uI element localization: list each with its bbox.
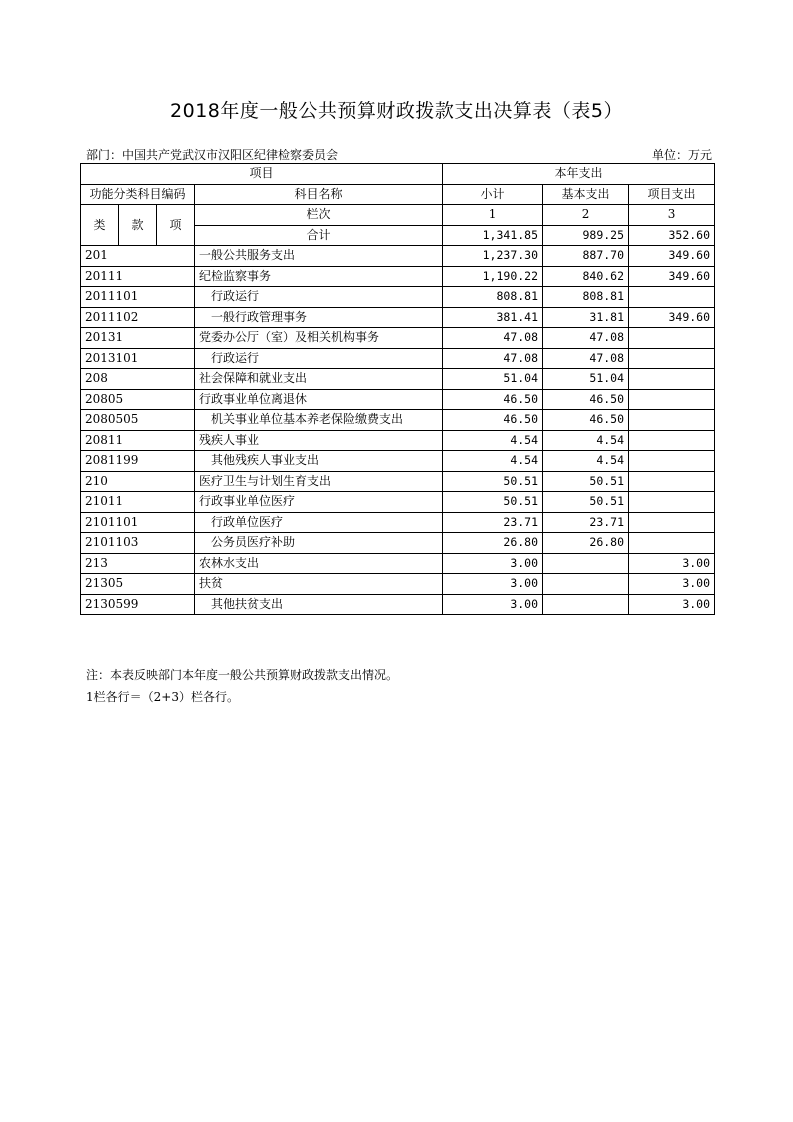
row-code: 213 (81, 553, 195, 574)
row-basic: 47.08 (543, 348, 629, 369)
row-code: 20111 (81, 266, 195, 287)
row-subtotal: 4.54 (443, 451, 543, 472)
row-project (629, 512, 715, 533)
table-row (81, 328, 715, 349)
header-subtotal: 小计 (443, 184, 543, 205)
row-subject-name: 社会保障和就业支出 (195, 369, 443, 390)
row-project: 349.60 (629, 307, 715, 328)
note-line: 注：本表反映部门本年度一般公共预算财政拨款支出情况。 (86, 668, 399, 682)
table-row (81, 471, 715, 492)
table-row (81, 492, 715, 513)
row-project: 349.60 (629, 266, 715, 287)
row-basic: 23.71 (543, 512, 629, 533)
row-code: 208 (81, 369, 195, 390)
header-func-code: 功能分类科目编码 (81, 184, 195, 205)
row-basic: 26.80 (543, 533, 629, 554)
column-index-1: 1 (443, 205, 543, 226)
row-code: 2011101 (81, 287, 195, 308)
table-row (81, 533, 715, 554)
header-project-exp: 项目支出 (629, 184, 715, 205)
row-subject-name: 残疾人事业 (195, 430, 443, 451)
row-subtotal: 1,190.22 (443, 266, 543, 287)
table-row (81, 512, 715, 533)
row-project: 3.00 (629, 574, 715, 595)
row-code: 2013101 (81, 348, 195, 369)
row-subtotal: 4.54 (443, 430, 543, 451)
total-project: 352.60 (629, 225, 715, 246)
total-label: 合计 (195, 225, 443, 246)
row-basic: 51.04 (543, 369, 629, 390)
table-row (81, 594, 715, 615)
total-subtotal: 1,341.85 (443, 225, 543, 246)
row-basic: 46.50 (543, 389, 629, 410)
row-code: 2011102 (81, 307, 195, 328)
header-current-year: 本年支出 (443, 164, 715, 185)
note-line: 1栏各行＝（2+3）栏各行。 (86, 690, 239, 704)
column-index-2: 2 (543, 205, 629, 226)
row-basic: 808.81 (543, 287, 629, 308)
total-basic: 989.25 (543, 225, 629, 246)
table-row (81, 369, 715, 390)
header-row-1 (81, 164, 715, 185)
row-subject-name: 医疗卫生与计划生育支出 (195, 471, 443, 492)
row-project (629, 471, 715, 492)
table-row (81, 266, 715, 287)
row-code: 20811 (81, 430, 195, 451)
row-subtotal: 46.50 (443, 410, 543, 431)
row-code: 210 (81, 471, 195, 492)
column-index-label: 栏次 (195, 205, 443, 226)
expenditure-table (80, 163, 715, 615)
table-row (81, 348, 715, 369)
row-basic: 887.70 (543, 246, 629, 267)
row-subject-name: 行政单位医疗 (195, 512, 443, 533)
header-basic: 基本支出 (543, 184, 629, 205)
row-subject-name: 党委办公厅（室）及相关机构事务 (195, 328, 443, 349)
row-subtotal: 3.00 (443, 574, 543, 595)
row-basic: 840.62 (543, 266, 629, 287)
row-subject-name: 一般公共服务支出 (195, 246, 443, 267)
row-basic: 4.54 (543, 451, 629, 472)
row-subtotal: 23.71 (443, 512, 543, 533)
table-row (81, 410, 715, 431)
row-code: 2101101 (81, 512, 195, 533)
row-subject-name: 其他残疾人事业支出 (195, 451, 443, 472)
row-subject-name: 农林水支出 (195, 553, 443, 574)
row-subject-name: 公务员医疗补助 (195, 533, 443, 554)
row-code: 2130599 (81, 594, 195, 615)
row-subject-name: 行政运行 (195, 348, 443, 369)
row-subtotal: 3.00 (443, 594, 543, 615)
row-basic: 46.50 (543, 410, 629, 431)
row-basic: 47.08 (543, 328, 629, 349)
row-subtotal: 26.80 (443, 533, 543, 554)
row-subtotal: 47.08 (443, 348, 543, 369)
row-project (629, 492, 715, 513)
header-subject-name: 科目名称 (195, 184, 443, 205)
header-lei: 类 (81, 205, 119, 246)
row-project (629, 451, 715, 472)
header-row-3 (81, 205, 715, 226)
row-basic (543, 553, 629, 574)
row-subject-name: 扶贫 (195, 574, 443, 595)
row-subject-name: 行政事业单位离退休 (195, 389, 443, 410)
row-code: 21011 (81, 492, 195, 513)
row-subtotal: 3.00 (443, 553, 543, 574)
row-subtotal: 50.51 (443, 492, 543, 513)
notes (86, 664, 398, 708)
header-project: 项目 (81, 164, 443, 185)
row-project (629, 533, 715, 554)
table-row (81, 451, 715, 472)
row-basic: 50.51 (543, 471, 629, 492)
table-row (81, 307, 715, 328)
row-code: 20805 (81, 389, 195, 410)
row-project (629, 348, 715, 369)
row-project (629, 369, 715, 390)
column-index-3: 3 (629, 205, 715, 226)
row-project: 3.00 (629, 594, 715, 615)
row-project (629, 410, 715, 431)
row-project (629, 287, 715, 308)
row-subject-name: 一般行政管理事务 (195, 307, 443, 328)
header-kuan: 款 (119, 205, 157, 246)
meta-line (86, 146, 712, 162)
row-code: 20131 (81, 328, 195, 349)
page-title: 2018年度一般公共预算财政拨款支出决算表（表5） (170, 100, 623, 122)
row-code: 2080505 (81, 410, 195, 431)
row-subtotal: 51.04 (443, 369, 543, 390)
table-row (81, 430, 715, 451)
table-row (81, 553, 715, 574)
table-row (81, 574, 715, 595)
table-row (81, 389, 715, 410)
row-project (629, 430, 715, 451)
unit-label: 单位：万元 (651, 148, 712, 162)
row-basic (543, 594, 629, 615)
row-subtotal: 46.50 (443, 389, 543, 410)
row-subject-name: 机关事业单位基本养老保险缴费支出 (195, 410, 443, 431)
row-subject-name: 行政事业单位医疗 (195, 492, 443, 513)
row-project (629, 328, 715, 349)
row-subtotal: 47.08 (443, 328, 543, 349)
row-subtotal: 50.51 (443, 471, 543, 492)
header-xiang: 项 (157, 205, 195, 246)
department-label: 部门：中国共产党武汉市汉阳区纪律检察委员会 (86, 148, 339, 162)
row-code: 2101103 (81, 533, 195, 554)
header-row-2 (81, 184, 715, 205)
row-subtotal: 1,237.30 (443, 246, 543, 267)
row-subtotal: 808.81 (443, 287, 543, 308)
table-row (81, 246, 715, 267)
row-subject-name: 行政运行 (195, 287, 443, 308)
row-basic: 50.51 (543, 492, 629, 513)
row-code: 2081199 (81, 451, 195, 472)
row-subject-name: 其他扶贫支出 (195, 594, 443, 615)
table-row (81, 287, 715, 308)
row-project: 349.60 (629, 246, 715, 267)
row-subject-name: 纪检监察事务 (195, 266, 443, 287)
row-code: 21305 (81, 574, 195, 595)
row-project (629, 389, 715, 410)
row-basic (543, 574, 629, 595)
row-code: 201 (81, 246, 195, 267)
row-project: 3.00 (629, 553, 715, 574)
row-subtotal: 381.41 (443, 307, 543, 328)
row-basic: 31.81 (543, 307, 629, 328)
row-basic: 4.54 (543, 430, 629, 451)
